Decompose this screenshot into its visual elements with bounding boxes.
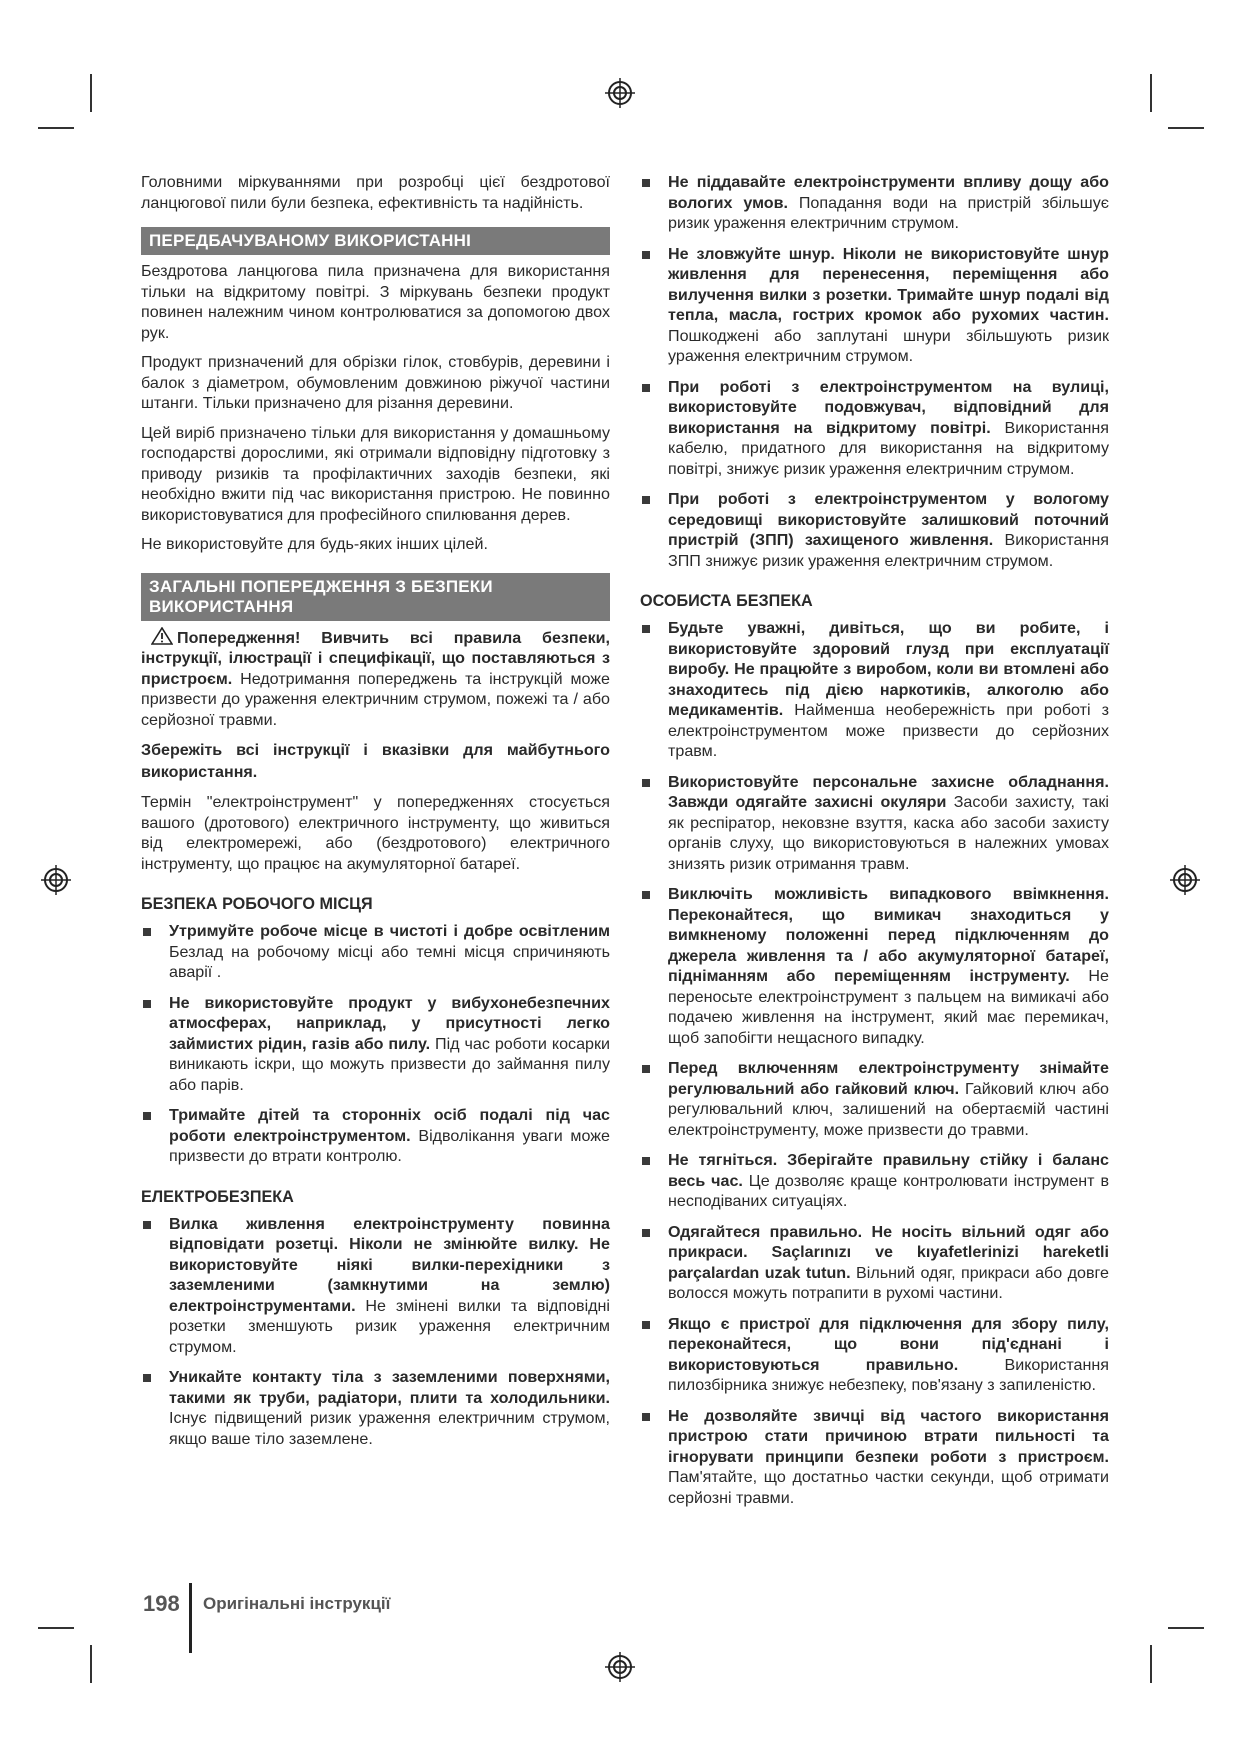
crop-mark-top-right-h [1168, 127, 1204, 129]
bullet-square-icon [642, 1321, 650, 1329]
heading-line-1: ЗАГАЛЬНІ ПОПЕРЕДЖЕННЯ З БЕЗПЕКИ [149, 576, 493, 596]
subheading-personal-safety: ОСОБИСТА БЕЗПЕКА [640, 592, 813, 610]
list-item [141, 1367, 610, 1449]
footer-divider [189, 1583, 192, 1653]
item-bold-text: Виключіть можливість випадкового ввімкнення. Переконайтеся, що вимикач знаходиться у вимкненому положенні перед підключенням до джерела живлення та / або акумуляторної батареї, підніманням або переміщенням інструменту. [668, 885, 1109, 985]
registration-mark-icon [605, 1652, 635, 1682]
intro-paragraph: Головними міркуваннями при розробці цієї бездротової ланцюгової пили були безпека, ефективність та надійність. [141, 173, 610, 212]
list-item [640, 1314, 1109, 1396]
left-column [141, 172, 610, 1459]
crop-mark-bottom-right-h [1168, 1627, 1204, 1629]
crop-mark-bottom-left-h [38, 1627, 74, 1629]
item-text: Безлад на робочому місці або темні місця спричиняють аварії . [169, 942, 610, 981]
subheading-work-area-safety: БЕЗПЕКА РОБОЧОГО МІСЦЯ [141, 895, 373, 913]
list-item [640, 884, 1109, 1048]
bullet-square-icon [143, 1112, 151, 1120]
crop-mark-bottom-left-v [90, 1645, 92, 1683]
work-area-list [141, 921, 610, 1167]
heading-line-2: ВИКОРИСТАННЯ [149, 596, 294, 616]
bullet-square-icon [642, 891, 650, 899]
list-item [640, 1222, 1109, 1304]
list-item [640, 489, 1109, 571]
item-text: Вільний одяг, прикраси або довге волосся можуть потрапити в рухомі частини. [668, 1263, 1109, 1302]
crop-mark-top-right-v [1150, 74, 1152, 112]
list-item [141, 921, 610, 983]
subheading-electrical-safety: ЕЛЕКТРОБЕЗПЕКА [141, 1187, 294, 1206]
bullet-square-icon [642, 1229, 650, 1237]
registration-mark-icon [1170, 865, 1200, 895]
save-instructions-paragraph: Збережіть всі інструкції і вказівки для майбутнього використання. [141, 741, 610, 781]
electrical-safety-list-left [141, 1214, 610, 1450]
bullet-square-icon [642, 625, 650, 633]
registration-mark-icon [41, 865, 71, 895]
list-item [141, 993, 610, 1096]
warning-text: Недотримання попереджень та інструкцій може призвести до ураження електричним струмом, пожежі та / або серйозної травми. [141, 669, 610, 729]
item-text: Це дозволяє краще контролювати інструмент в несподіваних ситуаціях. [668, 1171, 1110, 1210]
item-bold-text: Одягайтеся правильно. Не носіть вільний одяг або прикраси. Saçlarınızı ve kıyafetlerinizi hareketli parçalardan uzak tutun. [668, 1222, 1109, 1282]
item-bold-text: Будьте уважні, дивіться, що ви робите, і використовуйте здоровий глузд при експлуатації виробу. Не працюйте з виробом, коли ви втомлені або знаходитесь під дією наркотиків, алкоголю або медикаментів. [668, 619, 1109, 719]
item-bold-text: Не зловжуйте шнур. Ніколи не використовуйте шнур живлення для перенесення, переміщення або вилучення вилки з розетки. Тримайте шнур подалі від тепла, масла, гострих кромок або рухомих частин. [668, 244, 1109, 324]
bullet-square-icon [642, 1157, 650, 1165]
page-number: 198 [143, 1591, 180, 1616]
item-bold-text: Перед включенням електроінструменту знімайте регулювальний або гайковий ключ. [668, 1059, 1109, 1098]
item-text: Під час роботи косарки виникають іскри, що можуть призвести до займання пилу або парів. [169, 1034, 611, 1094]
item-text: Найменша необережність при роботі з електроінструментом може призвести до серйозних травм. [668, 701, 1109, 760]
item-text: Не змінені вилки та відповідні розетки зменшують ризик ураження електричним струмом. [169, 1296, 610, 1356]
item-bold-text: При роботі з електроінструментом на вулиці, використовуйте подовжувач, відповідний для використання на відкритому повітрі. [668, 377, 1109, 437]
term-paragraph: Термін "електроінструмент" у попередженнях стосується вашого (дротового) електричного інструменту, що живиться від електромережі, або (бездротового) електричного інструменту, що працює на акумуляторної батареї. [141, 793, 610, 873]
item-bold-text: Не піддавайте електроінструменти впливу дощу або вологих умов. [668, 173, 1109, 212]
warning-triangle-icon [151, 627, 173, 645]
item-bold-text: Використовуйте персональне захисне обладнання. Завжди одягайте захисні окуляри [668, 772, 1109, 811]
intended-use-paragraph-1: Бездротова ланцюгова пила призначена для використання тільки на відкритому повітрі. З міркувань безпеки продукт повинен належним чином контролюватися за допомогою двох рук. [141, 262, 610, 342]
item-text: Пам'ятайте, що достатньо частки секунди, щоб отримати серйозні травми. [668, 1468, 1109, 1507]
list-item [640, 377, 1109, 480]
list-item [640, 1150, 1109, 1212]
bullet-square-icon [642, 496, 650, 504]
item-bold-text: Не дозволяйте звичці від частого використання пристрою стати причиною втрати пильності та ігнорувати принципи безпеки роботи з пристроєм. [668, 1406, 1109, 1466]
bullet-square-icon [642, 251, 650, 259]
item-bold-text: Уникайте контакту тіла з заземленими поверхнями, такими як труби, радіатори, плити та холодильники. [169, 1368, 610, 1407]
item-bold-text: Вилка живлення електроінструменту повинна відповідати розетці. Ніколи не змінюйте вилку. Не використовуйте ніякі вилки-перехідники з заземленими (замкнутими на землю) електроінструментами. [169, 1214, 610, 1315]
electrical-safety-list-right [640, 172, 1109, 571]
crop-mark-bottom-right-v [1150, 1645, 1152, 1683]
crop-mark-top-left-h [38, 127, 74, 129]
list-item [640, 618, 1109, 762]
right-column [640, 172, 1109, 1518]
item-bold-text: Якщо є пристрої для підключення для збору пилу, переконайтеся, що вони під'єднані і використовуються правильно. [668, 1314, 1109, 1374]
warning-bold-text: Попередження! Вивчить всі правила безпеки, інструкції, ілюстрації і специфікації, що поставляються з пристроєм. [141, 628, 610, 688]
item-bold-text: Не тягніться. Зберігайте правильну стійку і баланс весь час. [668, 1151, 1109, 1190]
item-text: Гайковий ключ або регулювальний ключ, залишений на обертаємій частині електроінструменту, може призвести до травми. [668, 1079, 1110, 1139]
section-heading-intended-use: ПЕРЕДБАЧУВАНОМУ ВИКОРИСТАННІ [141, 227, 610, 255]
bullet-square-icon [642, 179, 650, 187]
personal-safety-list [640, 618, 1109, 1508]
item-text: Відволікання уваги може призвести до втрати контролю. [169, 1126, 610, 1165]
list-item [640, 172, 1109, 234]
item-bold-text: Утримуйте робоче місце в чистоті і добре освітленим [169, 922, 610, 940]
bullet-square-icon [642, 384, 650, 392]
footer-title: Оригінальні інструкції [203, 1594, 391, 1613]
list-item [141, 1105, 610, 1167]
item-text: Використання кабелю, придатного для використання на відкритому повітрі, знижує ризик ураження електричним струмом. [668, 418, 1109, 478]
item-text: Попадання води на пристрій збільшує ризик ураження електричним струмом. [668, 193, 1109, 232]
list-item [640, 772, 1109, 875]
item-text: Використання ЗПП знижує ризик ураження електричним струмом. [668, 531, 1109, 570]
list-item [640, 244, 1109, 367]
bullet-square-icon [143, 928, 151, 936]
item-bold-text: Не використовуйте продукт у вибухонебезпечних атмосферах, наприклад, у присутності легко займистих рідин, газів або пилу. [169, 993, 610, 1053]
list-item [640, 1058, 1109, 1140]
bullet-square-icon [642, 1065, 650, 1073]
item-text: Використання пилозбірника знижує небезпеку, пов'язану з запиленістю. [668, 1355, 1109, 1394]
bullet-square-icon [143, 1374, 151, 1382]
list-item [640, 1406, 1109, 1509]
item-text: Існує підвищений ризик ураження електричним струмом, якщо ваше тіло заземлене. [169, 1409, 610, 1448]
item-bold-text: При роботі з електроінструментом у вологому середовищі використовуйте залишковий поточний пристрій (ЗПП) захищеного живлення. [668, 490, 1109, 549]
warning-paragraph [141, 627, 610, 731]
item-text: Пошкоджені або заплутані шнури збільшують ризик ураження електричним струмом. [668, 326, 1109, 365]
item-bold-text: Тримайте дітей та сторонніх осіб подалі під час роботи електроінструментом. [169, 1106, 610, 1145]
bullet-square-icon [143, 1000, 151, 1008]
list-item [141, 1214, 610, 1358]
item-text: Засоби захисту, такі як респіратор, нековзне взуття, каска або засоби захисту органів слуху, що використовуються в належних умовах знизять ризик отримання травм. [668, 793, 1109, 873]
registration-mark-icon [605, 78, 635, 108]
item-text: Не переносьте електроінструмент з пальцем на вимикачі або подачею живлення на інструмент, який має перемикач, щоб запобігти нещасного випадку. [668, 967, 1110, 1047]
intended-use-paragraph-2: Продукт призначений для обрізки гілок, стовбурів, деревини і балок з діаметром, обумовленим довжиною ріжучої частини штанги. Тільки призначено для різання деревини. [141, 353, 610, 412]
intended-use-paragraph-3: Цей виріб призначено тільки для використання у домашньому господарстві дорослими, які отримали відповідну підготовку з приводу ризиків та профілактичних заходів безпеки, які необхідно вжити під час використання пристрою. Не повинно використовуватися для професійного спилювання дерев. [141, 423, 610, 524]
section-heading-general-warnings [141, 573, 610, 621]
bullet-square-icon [642, 1413, 650, 1421]
bullet-square-icon [642, 779, 650, 787]
intended-use-paragraph-4: Не використовуйте для будь-яких інших цілей. [141, 535, 488, 553]
crop-mark-top-left-v [90, 74, 92, 112]
bullet-square-icon [143, 1221, 151, 1229]
